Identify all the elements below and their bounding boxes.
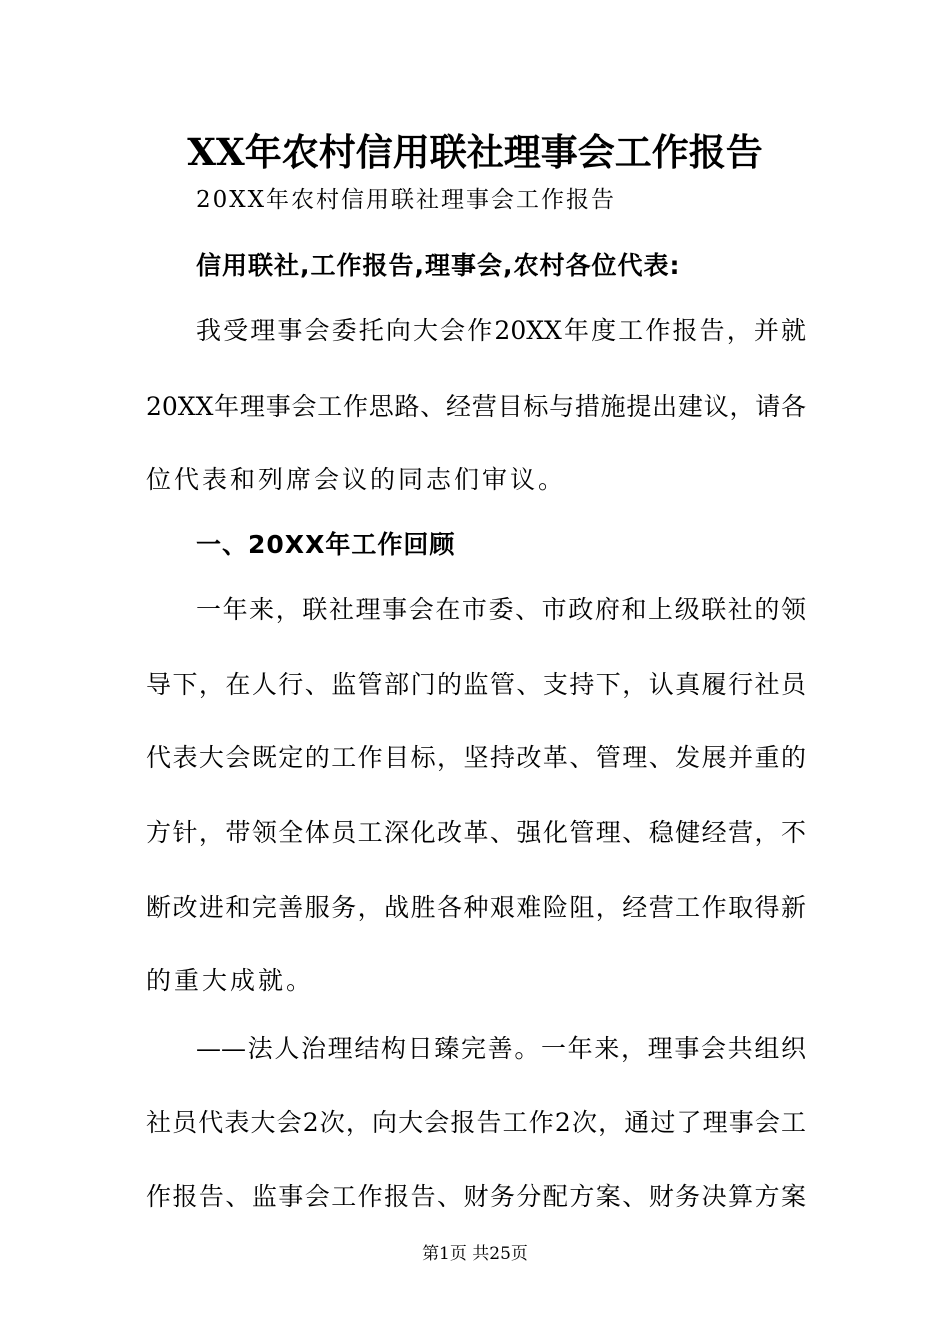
- document-title: XX年农村信用联社理事会工作报告: [187, 130, 763, 174]
- paragraph-line: 社员代表大会2次，向大会报告工作2次，通过了理事会工: [146, 1108, 806, 1137]
- section-heading: 一、20XX年工作回顾: [196, 530, 456, 559]
- paragraph-line: 20XX年理事会工作思路、经营目标与措施提出建议，请各: [146, 392, 806, 421]
- paragraph-line: ——法人治理结构日臻完善。一年来，理事会共组织: [196, 1034, 806, 1063]
- paragraph-line: 方针，带领全体员工深化改革、强化管理、稳健经营，不: [146, 818, 806, 847]
- document-subtitle: 20XX年农村信用联社理事会工作报告: [196, 187, 617, 213]
- paragraph-line: 导下，在人行、监管部门的监管、支持下，认真履行社员: [146, 670, 806, 699]
- paragraph-line: 位代表和列席会议的同志们审议。: [146, 465, 567, 494]
- paragraph-line: 我受理事会委托向大会作20XX年度工作报告，并就: [196, 316, 806, 345]
- paragraph-line: 的重大成就。: [146, 966, 315, 995]
- page-footer: 第1页 共25页: [422, 1244, 528, 1264]
- paragraph-line: 一年来，联社理事会在市委、市政府和上级联社的领: [196, 595, 806, 624]
- paragraph-line: 代表大会既定的工作目标，坚持改革、管理、发展并重的: [146, 743, 806, 772]
- paragraph-line: 断改进和完善服务，战胜各种艰难险阻，经营工作取得新: [146, 893, 806, 922]
- keywords-line: 信用联社,工作报告,理事会,农村各位代表:: [196, 251, 681, 280]
- paragraph-line: 作报告、监事会工作报告、财务分配方案、财务决算方案: [146, 1182, 806, 1211]
